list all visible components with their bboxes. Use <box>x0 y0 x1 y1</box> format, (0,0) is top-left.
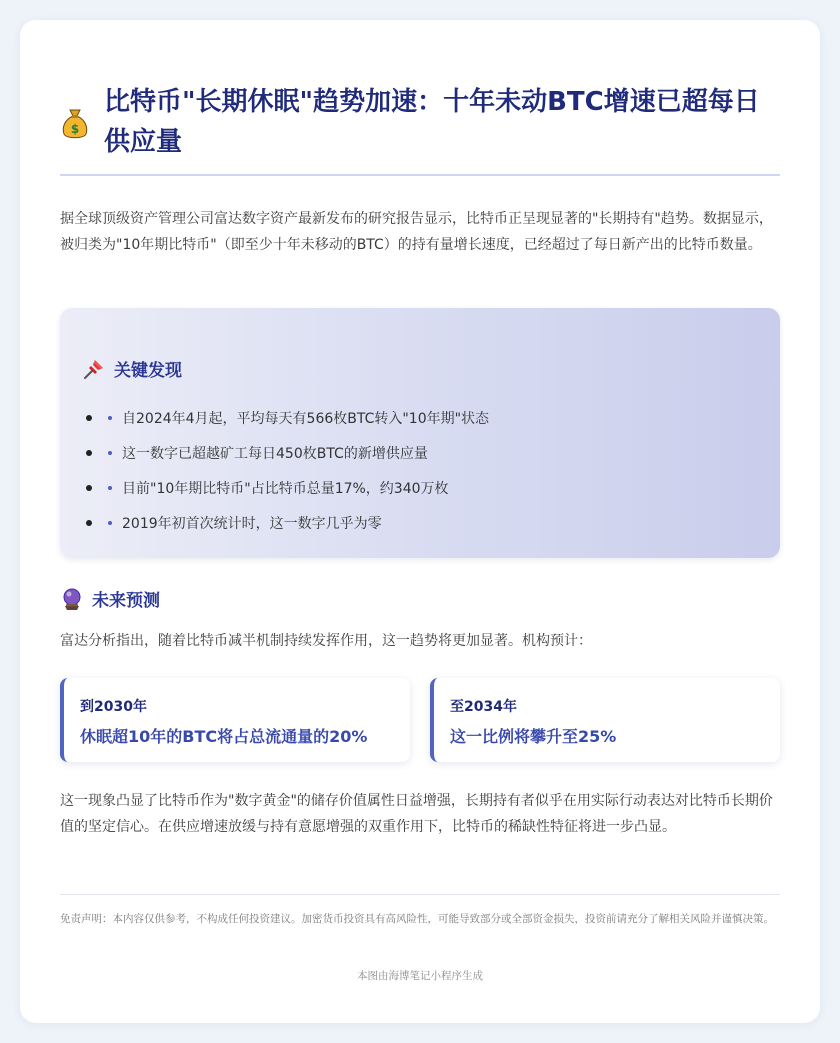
key-findings-box <box>60 308 780 558</box>
list-item-text: 自2024年4月起，平均每天有566枚BTC转入"10年期"状态 <box>122 410 490 427</box>
list-item <box>82 505 489 540</box>
list-item-text: 这一数字已超越矿工每日450枚BTC的新增供应量 <box>122 445 428 462</box>
money-bag-icon <box>60 106 90 142</box>
prediction-text: 这一比例将攀升至25% <box>450 727 617 746</box>
article-card <box>20 20 820 1023</box>
bullet-dot <box>86 450 92 456</box>
forecast-heading <box>60 586 160 611</box>
bullet-dot <box>86 520 92 526</box>
key-findings-heading <box>82 356 182 381</box>
forecast-heading-text: 未来预测 <box>92 591 160 611</box>
title-divider <box>60 174 780 176</box>
prediction-card-2034 <box>430 678 780 762</box>
bullet-dot <box>86 485 92 491</box>
list-item-text: 2019年初首次统计时，这一数字几乎为零 <box>122 515 382 532</box>
pushpin-icon <box>82 357 106 381</box>
page-title: 比特币"长期休眠"趋势加速：十年未动BTC增速已超每日供应量 <box>104 87 760 157</box>
list-item <box>82 435 489 470</box>
bullet-dot <box>108 486 112 490</box>
prediction-year: 至2034年 <box>450 699 517 715</box>
list-item <box>82 400 489 435</box>
forecast-intro: 富达分析指出，随着比特币减半机制持续发挥作用，这一趋势将更加显著。机构预计： <box>60 633 592 649</box>
list-item <box>82 470 489 505</box>
key-findings-heading-text: 关键发现 <box>114 361 182 381</box>
prediction-card-2030 <box>60 678 410 762</box>
credit-text: 本图由海博笔记小程序生成 <box>357 970 483 982</box>
svg-text:$: $ <box>70 122 80 136</box>
intro-paragraph: 据全球顶级资产管理公司富达数字资产最新发布的研究报告显示，比特币正呈现显著的"长期持有"趋势。数据显示，被归类为"10年期比特币"（即至少十年未移动的BTC）的持有量增长速度，已经超过了每日新产出的比特币数量。 <box>60 211 773 253</box>
prediction-text: 休眠超10年的BTC将占总流通量的20% <box>80 727 368 746</box>
list-item-text: 目前"10年期比特币"占比特币总量17%，约340万枚 <box>122 480 449 497</box>
crystal-ball-icon <box>60 587 84 611</box>
bullet-dot <box>108 521 112 525</box>
article-header <box>60 82 780 162</box>
key-findings-list <box>82 400 489 540</box>
disclaimer-text: 免责声明：本内容仅供参考，不构成任何投资建议。加密货币投资具有高风险性，可能导致部分或全部资金损失，投资前请充分了解相关风险并谨慎决策。 <box>60 913 774 925</box>
prediction-year: 到2030年 <box>80 699 147 715</box>
bullet-dot <box>108 451 112 455</box>
footer-divider <box>60 894 780 895</box>
conclusion-paragraph: 这一现象凸显了比特币作为"数字黄金"的储存价值属性日益增强，长期持有者似乎在用实际行动表达对比特币长期价值的坚定信心。在供应增速放缓与持有意愿增强的双重作用下，比特币的稀缺性特征将进一步凸显。 <box>60 793 773 835</box>
bullet-dot <box>108 416 112 420</box>
bullet-dot <box>86 415 92 421</box>
